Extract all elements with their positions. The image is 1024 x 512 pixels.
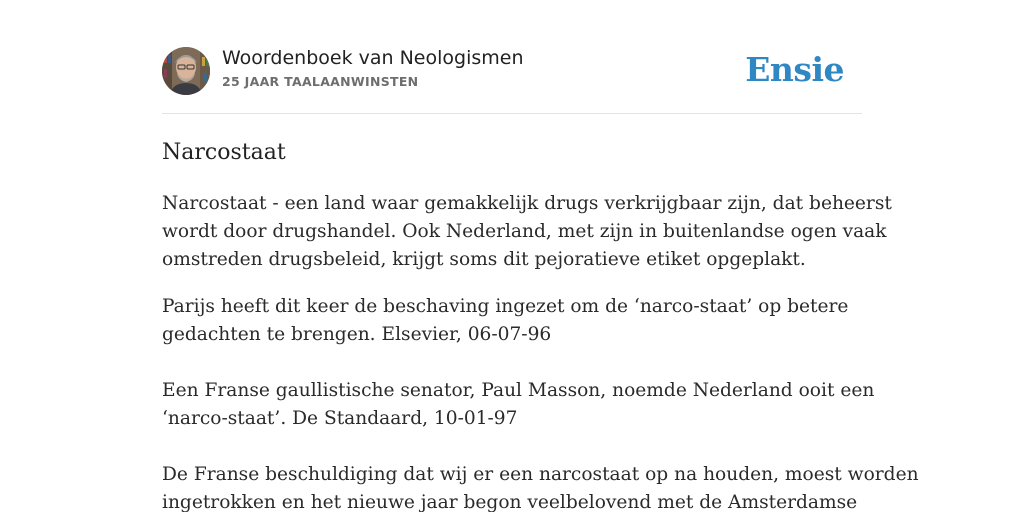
entry-title: Narcostaat (162, 140, 286, 165)
definition-line: Narcostaat - een land waar gemakkelijk drugs verkrijgbaar zijn, dat beheerst (162, 193, 892, 214)
citation-quote (162, 377, 875, 433)
site-title[interactable]: Woordenboek van Neologismen (222, 47, 524, 69)
header-divider (162, 113, 862, 114)
citation-quote (162, 293, 862, 349)
citation-line: ingetrokken en het nieuwe jaar begon veelbelovend met de Amsterdamse (162, 492, 858, 512)
brand-logo[interactable]: Ensie (745, 50, 844, 89)
site-subtitle: 25 JAAR TAALAANWINSTEN (222, 74, 419, 89)
citation-line: Een Franse gaullistische senator, Paul Masson, noemde Nederland ooit een (162, 380, 875, 401)
site-header (162, 46, 862, 96)
citation-line: ‘narco-staat’. De Standaard, 10-01-97 (162, 408, 518, 429)
avatar-portrait-icon (162, 47, 210, 95)
citation-line: gedachten te brengen. Elsevier, 06-07-96 (162, 324, 552, 345)
author-avatar[interactable] (162, 47, 210, 95)
citation-line: Parijs heeft dit keer de beschaving ingezet om de ‘narco-staat’ op betere (162, 296, 849, 317)
definition-line: omstreden drugsbeleid, krijgt soms dit pejoratieve etiket opgeplakt. (162, 249, 806, 270)
citation-line: De Franse beschuldiging dat wij er een narcostaat op na houden, moest worden (162, 464, 919, 485)
definition-line: wordt door drugshandel. Ook Nederland, met zijn in buitenlandse ogen vaak (162, 221, 887, 242)
citation-quote (162, 461, 919, 512)
entry-definition (162, 190, 892, 274)
